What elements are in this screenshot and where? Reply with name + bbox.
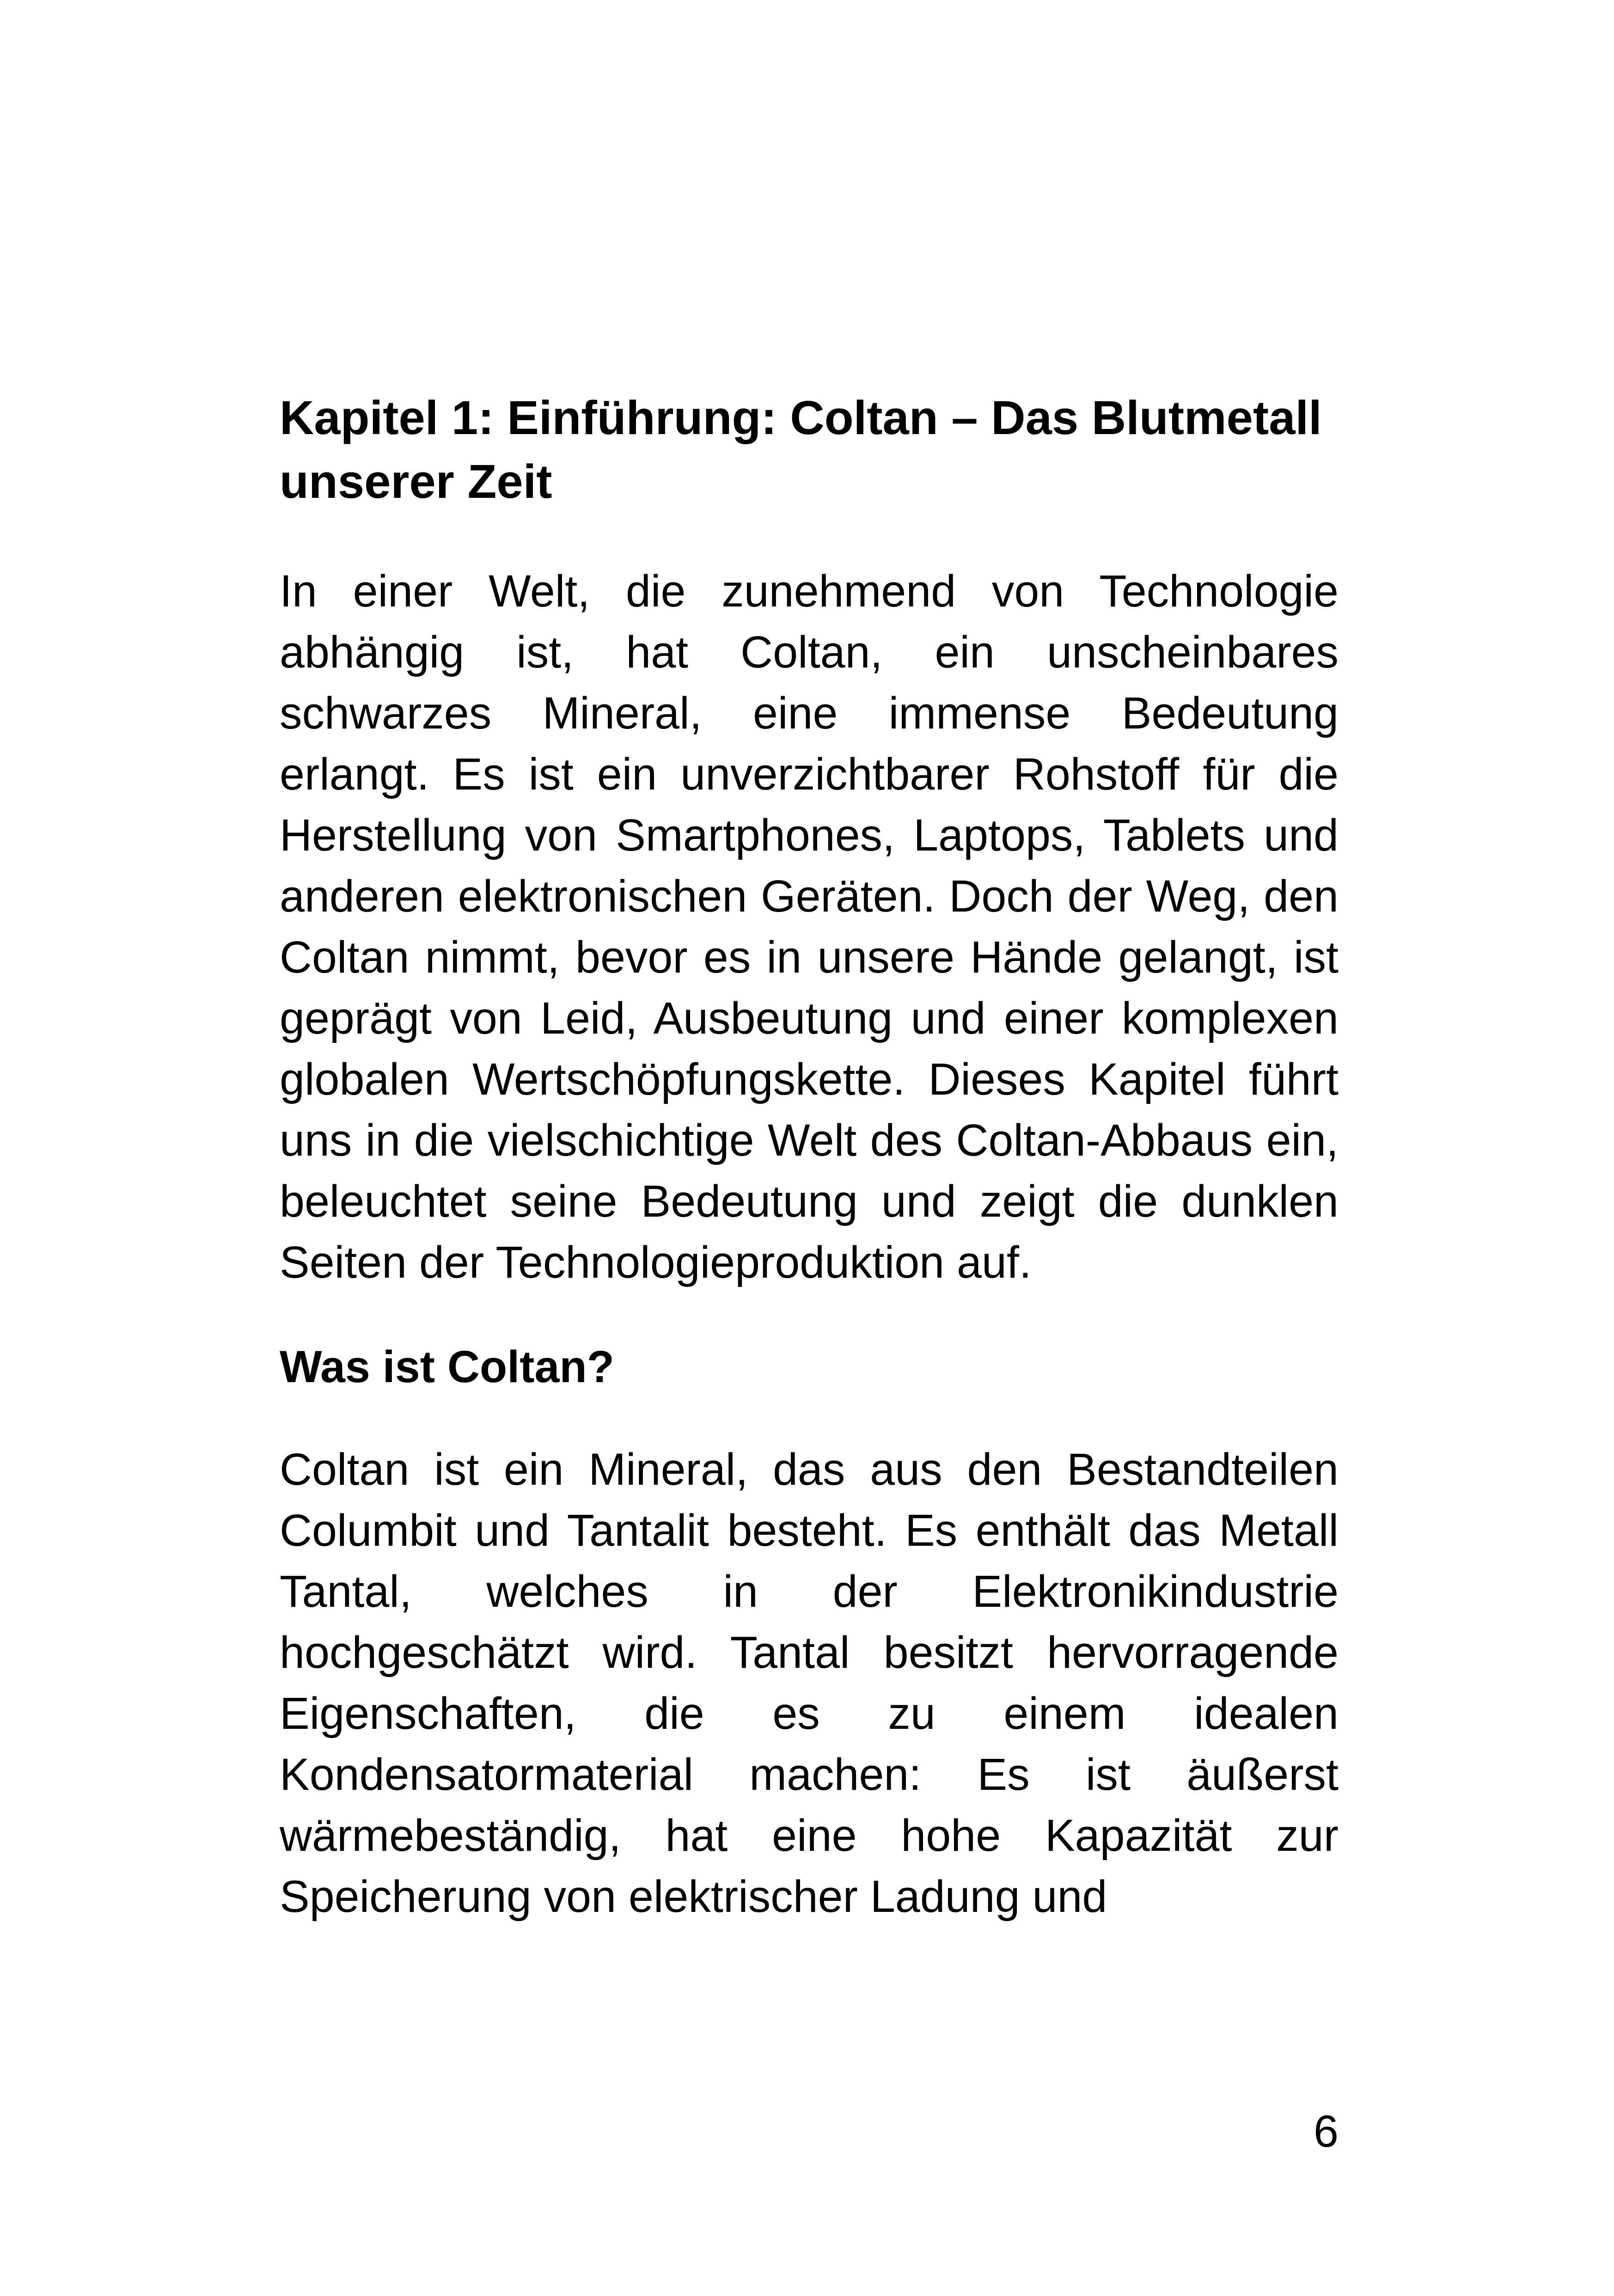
spacer xyxy=(280,1293,1339,1336)
section-paragraph: Coltan ist ein Mineral, das aus den Bestandteilen Columbit und Tantalit besteht. Es enthält das Metall Tantal, welches in der Elektronikindustrie hochgeschätzt wird. Tantal besitzt hervorragende Eigenschaften, die es zu einem idealen Kondensatormaterial machen: Es ist äußerst wärmebeständig, hat eine hohe Kapazität zur Speicherung von elektrischer Ladung und xyxy=(280,1444,1339,1922)
spacer xyxy=(280,514,1339,561)
section-title: Was ist Coltan? xyxy=(280,1341,614,1392)
chapter-title: Kapitel 1: Einführung: Coltan – Das Blutmetall unserer Zeit xyxy=(280,391,1322,508)
page-content xyxy=(280,386,1339,1927)
page-number: 6 xyxy=(1314,2106,1339,2156)
intro-paragraph: In einer Welt, die zunehmend von Technologie abhängig ist, hat Coltan, ein unscheinbares schwarzes Mineral, eine immense Bedeutung erlangt. Es ist ein unverzichtbarer Rohstoff für die Herstellung von Smartphones, Laptops, Tablets und anderen elektronischen Geräten. Doch der Weg, den Coltan nimmt, bevor es in unsere Hände gelangt, ist geprägt von Leid, Ausbeutung und einer komplexen globalen Wertschöpfungskette. Dieses Kapitel führt uns in die vielschichtige Welt des Coltan-Abbaus ein, beleuchtet seine Bedeutung und zeigt die dunklen Seiten der Technologieproduktion auf. xyxy=(280,566,1339,1287)
spacer xyxy=(280,1397,1339,1439)
